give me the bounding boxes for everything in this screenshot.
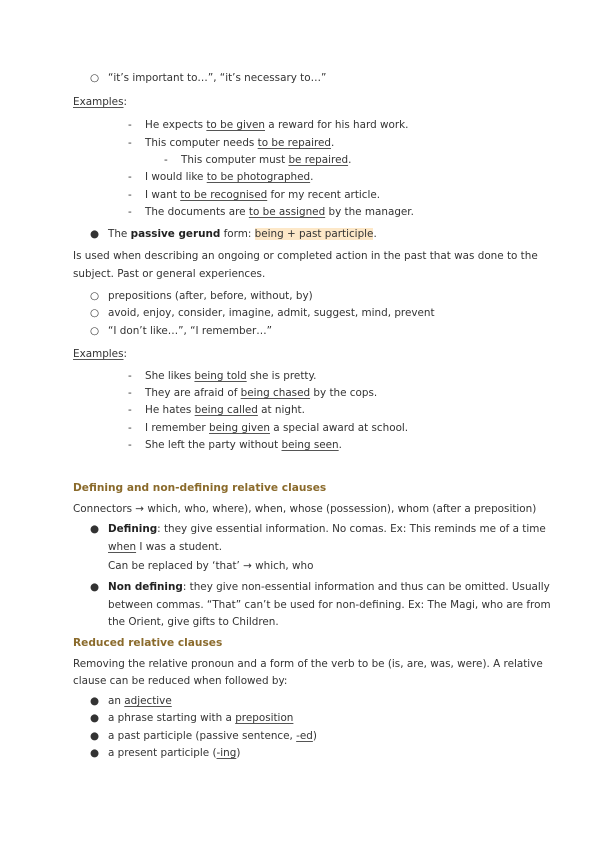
- list-item: - He expects to be given a reward for his hard work.: [128, 119, 409, 131]
- paragraph: Is used when describing an ongoing or completed action in the past that was done to the: [73, 250, 538, 262]
- examples-label: Examples:: [73, 348, 128, 360]
- dot-bullet-icon: ●: [90, 523, 100, 535]
- dot-bullet-icon: ●: [90, 581, 100, 593]
- paragraph: subject. Past or general experiences.: [73, 268, 266, 280]
- list-item: ● a present participle (-ing): [90, 747, 241, 759]
- list-item: ● The passive gerund form: being + past participle.: [90, 228, 377, 240]
- dot-bullet-icon: ●: [90, 695, 100, 707]
- list-item: - I want to be recognised for my recent article.: [128, 189, 381, 201]
- dot-bullet-icon: ●: [90, 712, 100, 724]
- list-item: - They are afraid of being chased by the cops.: [128, 387, 378, 399]
- list-item: ● an adjective: [90, 695, 172, 707]
- list-item: ○ avoid, enjoy, consider, imagine, admit, suggest, mind, prevent: [90, 307, 435, 319]
- list-item: - I would like to be photographed.: [128, 171, 314, 183]
- list-item: ● Defining: they give essential information. No comas. Ex: This reminds me of a time: [90, 523, 546, 535]
- paragraph: the Orient, give gifts to Children.: [108, 616, 279, 628]
- list-item: - The documents are to be assigned by the manager.: [128, 206, 414, 218]
- dot-bullet-icon: ●: [90, 730, 100, 742]
- circle-bullet-icon: ○: [90, 325, 100, 337]
- list-item: ● a past participle (passive sentence, -ed): [90, 730, 317, 742]
- paragraph: clause can be reduced when followed by:: [73, 675, 288, 687]
- list-item: ● Non defining: they give non-essential information and thus can be omitted. Usually: [90, 581, 550, 593]
- examples-label: Examples:: [73, 96, 128, 108]
- list-item: ● a phrase starting with a preposition: [90, 712, 294, 724]
- circle-bullet-icon: ○: [90, 290, 100, 302]
- list-item: - This computer must be repaired.: [164, 154, 352, 166]
- paragraph: when I was a student.: [108, 541, 223, 553]
- list-item: - He hates being called at night.: [128, 404, 305, 416]
- list-item: - She likes being told she is pretty.: [128, 370, 317, 382]
- dot-bullet-icon: ●: [90, 228, 100, 240]
- list-item: ○ “I don’t like…”, “I remember…”: [90, 325, 273, 337]
- circle-bullet-icon: ○: [90, 307, 100, 319]
- list-item: ○ prepositions (after, before, without, by): [90, 290, 313, 302]
- paragraph: Removing the relative pronoun and a form of the verb to be (is, are, was, were). A relative: [73, 658, 543, 670]
- list-item: - She left the party without being seen.: [128, 439, 342, 451]
- list-item: - I remember being given a special award at school.: [128, 422, 409, 434]
- section-heading: Reduced relative clauses: [73, 637, 223, 649]
- dot-bullet-icon: ●: [90, 747, 100, 759]
- section-heading: Defining and non-defining relative clauses: [73, 482, 327, 494]
- circle-bullet-icon: ○: [90, 72, 100, 84]
- paragraph: between commas. “That” can’t be used for non-defining. Ex: The Magi, who are from: [108, 599, 551, 611]
- paragraph: Can be replaced by ‘that’ → which, who: [108, 560, 314, 572]
- list-item: ○ “it’s important to…”, “it’s necessary to…”: [90, 72, 327, 84]
- list-item: - This computer needs to be repaired.: [128, 137, 335, 149]
- paragraph: Connectors → which, who, where), when, whose (possession), whom (after a preposition): [73, 503, 537, 515]
